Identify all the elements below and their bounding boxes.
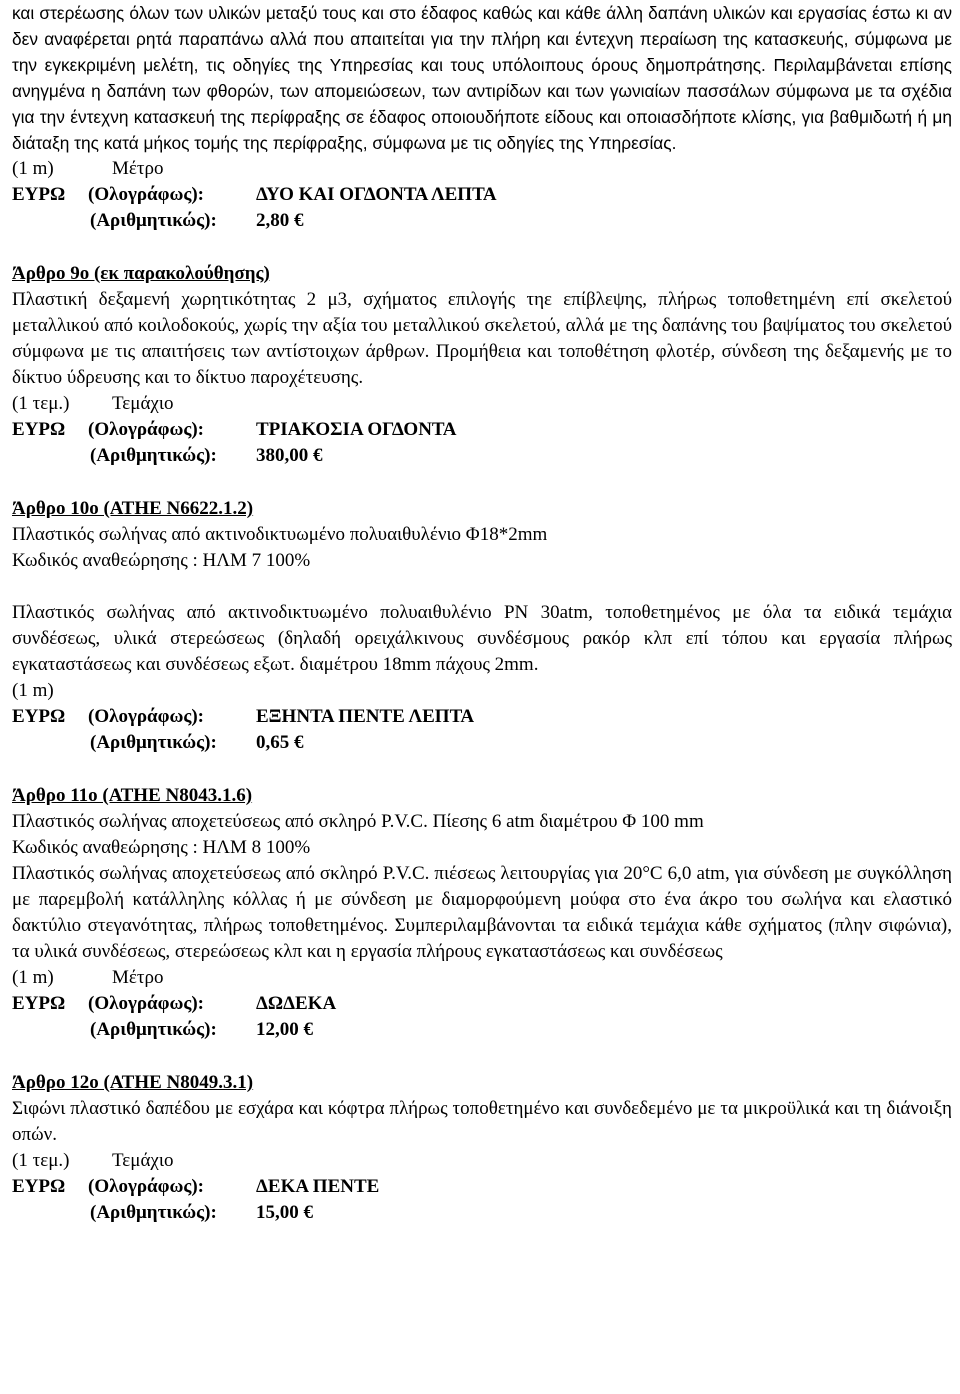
price-number-row (12, 1200, 952, 1226)
unit-code: (1 τεμ.) (12, 1150, 70, 1171)
price-words-row (12, 991, 952, 1017)
price-words: ΔΥΟ ΚΑΙ ΟΓΔΟΝΤΑ ΛΕΠΤΑ (256, 184, 497, 205)
price-number-row (12, 208, 952, 234)
price-num-label: (Αριθμητικώς): (90, 732, 217, 753)
price-number-row (12, 443, 952, 469)
price-currency: ΕΥΡΩ (12, 419, 66, 440)
price-number: 12,00 € (256, 1019, 313, 1040)
price-number-row (12, 1017, 952, 1043)
price-currency: ΕΥΡΩ (12, 184, 66, 205)
price-number: 15,00 € (256, 1202, 313, 1223)
article-unit (12, 391, 952, 417)
revision-code: Κωδικός αναθεώρησης : ΗΛΜ 7 100% (12, 550, 311, 571)
article-description: Πλαστικός σωλήνας αποχετεύσεως από σκληρό P.V.C. πιέσεως λειτουργίας για 20°C 6,0 atm, για σύνδεση με συγκόλληση με παρεμβολή κατάλληλης κόλλας ή με σύνδεση με διαμορφούμενη μούφα στο ένα άκρο του σωλήνα και ελαστικό δακτύλιο στεγανότητας, πλήρως τοποθετημένος. Συμπεριλαμβάνονται τα ειδικά τεμάχια κάθε σχήματος (πλην σιφώνια), τα υλικά συνδέσεως, στερεώσεως κλπ και η εργασία πλήρους εγκαταστάσεως και συνδέσεως (12, 863, 952, 962)
price-currency: ΕΥΡΩ (12, 993, 66, 1014)
price-num-label: (Αριθμητικώς): (90, 210, 217, 231)
intro-paragraph: και στερέωσης όλων των υλικών μεταξύ τους και στο έδαφος καθώς και κάθε άλλη δαπάνη υλικών και εργασίας έστω κι αν δεν αναφέρεται ρητά παραπάνω αλλά που απαιτείται για την πλήρη και έντεχνη περαίωση της κατασκευής, σύμφωνα με την εγκεκριμένη μελέτη, τις οδηγίες της Υπηρεσίας και τους υπόλοιπους όρους δημοπράτησης. Περιλαμβάνεται επίσης ανηγμένα η δαπάνη των φθορών, των απομειώσεων, των αντιρίδων και των γωνιαίων πασσάλων σύμφωνα με τα σχέδια για την έντεχνη κατασκευή της περίφραξης σε έδαφος οποιουδήποτε είδους και οποιασδήποτε κλίσης, για βαθμιδωτή ή μη διάταξη της κατά μήκος τομής της περίφραξης, σύμφωνα με τις οδηγίες της Υπηρεσίας. (12, 3, 952, 153)
price-number: 2,80 € (256, 210, 304, 231)
intro-unit (12, 156, 952, 182)
article-unit (12, 1148, 952, 1174)
unit-name: Μέτρο (112, 158, 164, 179)
article-subtitle: Πλαστικός σωλήνας από ακτινοδικτυωμένο πολυαιθυλένιο Φ18*2mm (12, 524, 548, 545)
article-unit (12, 965, 952, 991)
article-description: Σιφώνι πλαστικό δαπέδου με εσχάρα και κόφτρα πλήρως τοποθετημένο και συνδεδεμένο με τα μικροϋλικά και τη διάνοιξη οπών. (12, 1098, 952, 1145)
article-subtitle: Πλαστικός σωλήνας αποχετεύσεως από σκληρό P.V.C. Πίεσης 6 atm διαμέτρου Φ 100 mm (12, 811, 704, 832)
unit-code: (1 m) (12, 680, 54, 701)
price-num-label: (Αριθμητικώς): (90, 445, 217, 466)
unit-code: (1 m) (12, 967, 54, 988)
unit-name: Τεμάχιο (112, 393, 174, 414)
article-title: Άρθρο 10ο (ΑΤΗΕ Ν6622.1.2) (12, 498, 254, 519)
price-currency: ΕΥΡΩ (12, 1176, 66, 1197)
price-number: 0,65 € (256, 732, 304, 753)
price-currency: ΕΥΡΩ (12, 706, 66, 727)
unit-code: (1 τεμ.) (12, 393, 70, 414)
price-words-label: (Ολογράφως): (88, 993, 205, 1014)
price-words-row (12, 704, 952, 730)
price-num-label: (Αριθμητικώς): (90, 1019, 217, 1040)
article-title: Άρθρο 11ο (ΑΤΗΕ Ν8043.1.6) (12, 785, 253, 806)
unit-name: Μέτρο (112, 967, 164, 988)
price-words-label: (Ολογράφως): (88, 1176, 205, 1197)
price-num-label: (Αριθμητικώς): (90, 1202, 217, 1223)
price-words-label: (Ολογράφως): (88, 706, 205, 727)
price-words: ΔΕΚΑ ΠΕΝΤΕ (256, 1176, 380, 1197)
article-description: Πλαστικός σωλήνας από ακτινοδικτυωμένο πολυαιθυλένιο ΡΝ 30atm, τοποθετημένος με όλα τα ειδικά τεμάχια συνδέσεως, υλικά στερεώσεως (δηλαδή ορειχάλκινους συνδέσμους ρακόρ κλπ επί τόπου και εργασία πλήρως εγκαταστάσεως και συνδέσεως εξωτ. διαμέτρου 18mm πάχους 2mm. (12, 602, 952, 675)
price-number-row (12, 730, 952, 756)
unit-code: (1 m) (12, 158, 54, 179)
article-title: Άρθρο 9ο (εκ παρακολούθησης) (12, 263, 270, 284)
price-words-row (12, 417, 952, 443)
price-words: ΤΡΙΑΚΟΣΙΑ ΟΓΔΟΝΤΑ (256, 419, 457, 440)
article-title: Άρθρο 12ο (ΑΤΗΕ Ν8049.3.1) (12, 1072, 254, 1093)
article-unit (12, 678, 952, 704)
article-description: Πλαστική δεξαμενή χωρητικότητας 2 μ3, σχήματος επιλογής τηε επίβλεψης, πλήρως τοποθετημένη επί σκελετού μεταλλικού από κοιλοδοκούς, χωρίς την αξία του μεταλλικού σκελετού, αλλά με της δαπάνης του βαψίματος του σκελετού σύμφωνα με τις απαιτήσεις των αντίστοιχων άρθρων. Προμήθεια και τοποθέτηση φλοτέρ, σύνδεση της δεξαμενής με το δίκτυο ύδρευσης και το δίκτυο παροχέτευσης. (12, 289, 952, 388)
price-words: ΔΩΔΕΚΑ (256, 993, 337, 1014)
price-words-row (12, 182, 952, 208)
price-words-label: (Ολογράφως): (88, 184, 205, 205)
price-number: 380,00 € (256, 445, 323, 466)
price-words-row (12, 1174, 952, 1200)
unit-name: Τεμάχιο (112, 1150, 174, 1171)
revision-code: Κωδικός αναθεώρησης : ΗΛΜ 8 100% (12, 837, 311, 858)
price-words-label: (Ολογράφως): (88, 419, 205, 440)
price-words: ΕΞΗΝΤΑ ΠΕΝΤΕ ΛΕΠΤΑ (256, 706, 475, 727)
